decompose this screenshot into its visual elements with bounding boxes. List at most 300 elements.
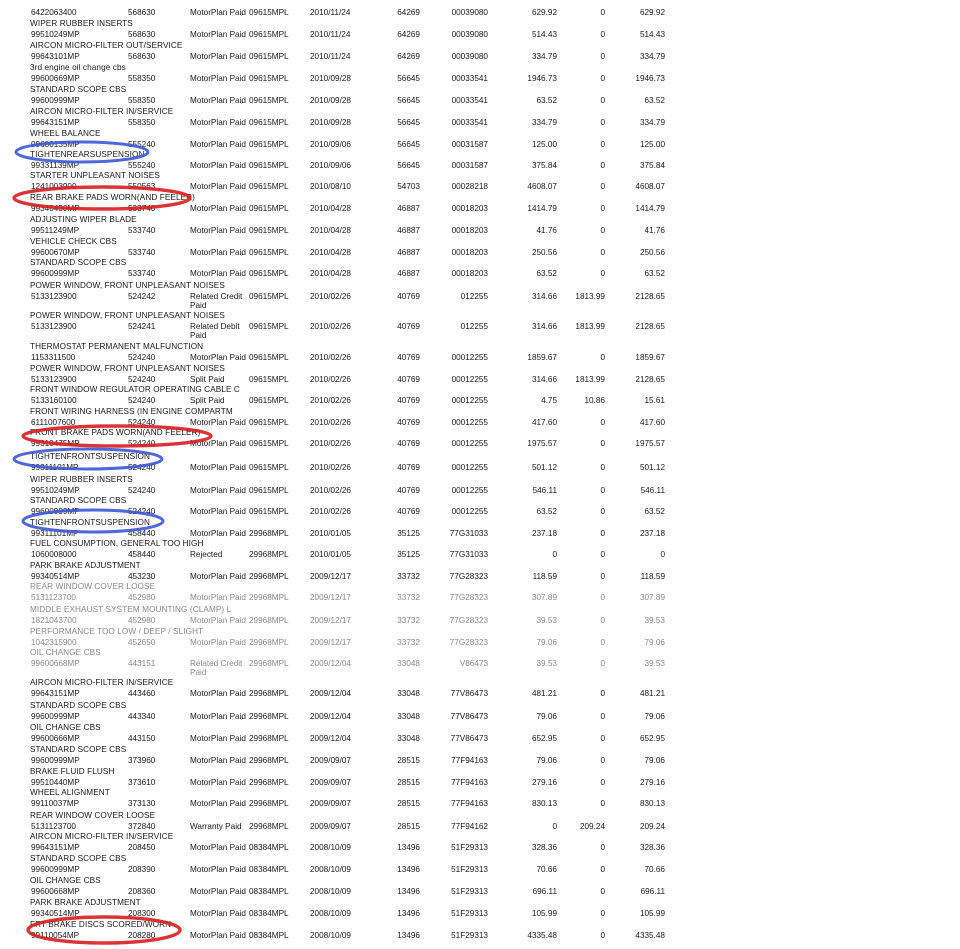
invoice-number: 00012255 (451, 439, 488, 448)
job-number: 524240 (128, 463, 156, 472)
claim-date: 2009/09/07 (310, 778, 351, 787)
claim-date: 2010/01/05 (310, 550, 351, 559)
claim-date: 2010/04/28 (310, 226, 351, 235)
parts-amount: 0 (600, 909, 605, 918)
total-amount: 39.53 (644, 659, 665, 668)
plan-code: 09615MPL (249, 118, 289, 127)
part-number: 99510440MP (31, 778, 80, 787)
job-number: 443150 (128, 734, 156, 743)
item-description: FRONT WIRING HARNESS (IN ENGINE COMPARTM (30, 407, 233, 416)
claim-date: 2010/02/26 (310, 396, 351, 405)
plan-code: 08384MPL (249, 843, 289, 852)
item-description: PERFORMANCE TOO LOW / DEEP / SLIGHT (30, 627, 204, 636)
item-description: AIRCON MICRO-FILTER IN/SERVICE (30, 678, 174, 687)
labour-amount: 314.66 (531, 375, 557, 384)
plan-code: 09615MPL (249, 140, 289, 149)
parts-amount: 0 (600, 353, 605, 362)
labour-amount: 41.76 (536, 226, 557, 235)
total-amount: 79.06 (644, 756, 665, 765)
job-number: 558350 (128, 118, 156, 127)
plan-code: 09615MPL (249, 322, 289, 331)
job-number: 524240 (128, 396, 156, 405)
labour-amount: 0 (552, 822, 557, 831)
claim-status: MotorPlan Paid (190, 486, 246, 495)
labour-amount: 1975.57 (527, 439, 557, 448)
total-amount: 63.52 (644, 507, 665, 516)
part-number: 6422063400 (31, 8, 77, 17)
claim-status: MotorPlan Paid (190, 778, 246, 787)
invoice-number: 00033541 (451, 74, 488, 83)
plan-code: 09615MPL (249, 353, 289, 362)
item-description: FRONT BRAKE PADS WORN(AND FEELER) (30, 428, 201, 437)
job-number: 568630 (128, 52, 156, 61)
claim-date: 2008/10/09 (310, 909, 351, 918)
parts-amount: 0 (600, 734, 605, 743)
job-number: 550563 (128, 182, 156, 191)
claim-status: MotorPlan Paid (190, 140, 246, 149)
labour-amount: 830.13 (531, 799, 557, 808)
labour-amount: 501.12 (531, 463, 557, 472)
item-description: POWER WINDOW, FRONT UNPLEASANT NOISES (30, 311, 225, 320)
plan-code: 09615MPL (249, 507, 289, 516)
part-number: 99511249MP (31, 226, 80, 235)
odometer-km: 28515 (397, 778, 420, 787)
invoice-number: 51F29313 (451, 909, 488, 918)
labour-amount: 250.56 (531, 248, 557, 257)
invoice-number: V86473 (459, 659, 488, 668)
item-description: TIGHTENFRONTSUSPENSION (30, 452, 151, 461)
plan-code: 09615MPL (249, 486, 289, 495)
claim-status: MotorPlan Paid (190, 74, 246, 83)
part-number: 99643151MP (31, 118, 80, 127)
invoice-number: 00033541 (451, 96, 488, 105)
claim-date: 2008/10/09 (310, 887, 351, 896)
labour-amount: 514.43 (531, 30, 557, 39)
claim-date: 2010/09/28 (310, 96, 351, 105)
parts-amount: 0 (600, 269, 605, 278)
invoice-number: 00012255 (451, 375, 488, 384)
total-amount: 546.11 (640, 486, 665, 495)
claim-status: MotorPlan Paid (190, 616, 246, 625)
claim-status: MotorPlan Paid (190, 712, 246, 721)
invoice-number: 00018203 (451, 226, 488, 235)
invoice-number: 00012255 (451, 507, 488, 516)
item-description: STANDARD SCOPE CBS (30, 496, 127, 505)
total-amount: 0 (660, 550, 665, 559)
invoice-number: 77F94163 (451, 799, 488, 808)
labour-amount: 39.53 (536, 616, 557, 625)
claim-date: 2010/09/28 (310, 118, 351, 127)
total-amount: 2128.65 (635, 292, 665, 301)
item-description: PARK BRAKE ADJUSTMENT (30, 561, 141, 570)
odometer-km: 40769 (397, 353, 420, 362)
claim-status: Split Paid (190, 396, 225, 405)
odometer-km: 46887 (397, 204, 420, 213)
parts-amount: 0 (600, 638, 605, 647)
claim-date: 2009/09/07 (310, 822, 351, 831)
parts-amount: 0 (600, 865, 605, 874)
claim-status: MotorPlan Paid (190, 593, 246, 602)
parts-amount: 0 (600, 161, 605, 170)
labour-amount: 4335.48 (527, 931, 557, 940)
claim-status-cont: Paid (190, 331, 207, 340)
plan-code: 08384MPL (249, 931, 289, 940)
total-amount: 830.13 (639, 799, 665, 808)
job-number: 568630 (128, 30, 156, 39)
labour-amount: 79.06 (536, 756, 557, 765)
claim-status: MotorPlan Paid (190, 887, 246, 896)
labour-amount: 237.18 (531, 529, 557, 538)
part-number: 99600666MP (31, 734, 80, 743)
parts-amount: 0 (600, 140, 605, 149)
claim-status: MotorPlan Paid (190, 689, 246, 698)
claim-date: 2009/12/04 (310, 734, 351, 743)
claim-status-cont: Paid (190, 668, 207, 677)
item-description: POWER WINDOW, FRONT UNPLEASANT NOISES (30, 364, 225, 373)
claim-date: 2010/01/05 (310, 529, 351, 538)
job-number: 555240 (128, 140, 156, 149)
plan-code: 08384MPL (249, 909, 289, 918)
total-amount: 417.60 (639, 418, 665, 427)
parts-amount: 0 (600, 572, 605, 581)
invoice-number: 77F94162 (451, 822, 488, 831)
parts-amount: 0 (600, 712, 605, 721)
odometer-km: 28515 (397, 756, 420, 765)
invoice-number: 51F29313 (451, 931, 488, 940)
plan-code: 08384MPL (249, 865, 289, 874)
invoice-number: 00018203 (451, 248, 488, 257)
claim-date: 2010/09/06 (310, 161, 351, 170)
labour-amount: 334.79 (531, 118, 557, 127)
parts-amount: 0 (600, 118, 605, 127)
odometer-km: 13496 (397, 931, 420, 940)
job-number: 372840 (128, 822, 156, 831)
odometer-km: 56645 (397, 74, 420, 83)
plan-code: 29968MPL (249, 659, 289, 668)
labour-amount: 314.66 (531, 292, 557, 301)
parts-amount: 0 (600, 616, 605, 625)
invoice-number: 00012255 (451, 353, 488, 362)
claim-date: 2010/08/10 (310, 182, 351, 191)
plan-code: 29968MPL (249, 778, 289, 787)
total-amount: 1975.57 (635, 439, 665, 448)
claim-date: 2010/02/26 (310, 507, 351, 516)
plan-code: 09615MPL (249, 96, 289, 105)
claim-status: MotorPlan Paid (190, 734, 246, 743)
total-amount: 2128.65 (635, 322, 665, 331)
plan-code: 09615MPL (249, 52, 289, 61)
job-number: 373130 (128, 799, 156, 808)
item-description: WIPER RUBBER INSERTS (30, 475, 133, 484)
plan-code: 09615MPL (249, 30, 289, 39)
odometer-km: 13496 (397, 865, 420, 874)
item-description: FRT BRAKE DISCS SCORED/WORN (30, 920, 172, 929)
labour-amount: 118.59 (532, 572, 557, 581)
labour-amount: 79.06 (536, 712, 557, 721)
labour-amount: 417.60 (531, 418, 557, 427)
claim-date: 2008/10/09 (310, 865, 351, 874)
plan-code: 09615MPL (249, 226, 289, 235)
invoice-number: 51F29313 (451, 865, 488, 874)
claim-status: MotorPlan Paid (190, 226, 246, 235)
parts-amount: 1813.99 (575, 375, 605, 384)
claim-date: 2009/12/04 (310, 689, 351, 698)
odometer-km: 13496 (397, 843, 420, 852)
job-number: 443460 (128, 689, 156, 698)
odometer-km: 40769 (397, 375, 420, 384)
odometer-km: 40769 (397, 486, 420, 495)
claim-status: Warranty Paid (190, 822, 242, 831)
total-amount: 514.43 (639, 30, 665, 39)
total-amount: 375.84 (639, 161, 665, 170)
invoice-number: 51F29313 (451, 843, 488, 852)
odometer-km: 40769 (397, 507, 420, 516)
claim-date: 2010/04/28 (310, 204, 351, 213)
parts-amount: 0 (600, 550, 605, 559)
claim-status: Related Credit (190, 292, 243, 301)
job-number: 452980 (128, 593, 156, 602)
odometer-km: 35125 (397, 550, 420, 559)
claim-date: 2010/02/26 (310, 486, 351, 495)
odometer-km: 13496 (397, 909, 420, 918)
claim-date: 2010/04/28 (310, 269, 351, 278)
claim-status: Rejected (190, 550, 223, 559)
part-number: 99600668MP (31, 659, 80, 668)
odometer-km: 33732 (397, 593, 420, 602)
job-number: 533740 (128, 269, 156, 278)
job-number: 555240 (128, 161, 156, 170)
claim-status: MotorPlan Paid (190, 843, 246, 852)
labour-amount: 629.92 (531, 8, 557, 17)
plan-code: 09615MPL (249, 161, 289, 170)
plan-code: 09615MPL (249, 463, 289, 472)
plan-code: 09615MPL (249, 269, 289, 278)
odometer-km: 56645 (397, 96, 420, 105)
labour-amount: 63.52 (536, 269, 557, 278)
claim-date: 2010/02/26 (310, 322, 351, 331)
job-number: 208280 (128, 931, 156, 940)
plan-code: 08384MPL (249, 887, 289, 896)
invoice-number: 00028218 (451, 182, 488, 191)
odometer-km: 33732 (397, 616, 420, 625)
labour-amount: 63.52 (536, 507, 557, 516)
odometer-km: 13496 (397, 887, 420, 896)
item-description: REAR BRAKE PADS WORN(AND FEELER) (30, 193, 196, 202)
odometer-km: 46887 (397, 248, 420, 257)
claim-date: 2008/10/09 (310, 931, 351, 940)
total-amount: 307.89 (639, 593, 665, 602)
total-amount: 39.53 (644, 616, 665, 625)
labour-amount: 105.99 (531, 909, 557, 918)
total-amount: 125.00 (639, 140, 665, 149)
part-number: 99340514MP (31, 909, 80, 918)
plan-code: 09615MPL (249, 396, 289, 405)
invoice-number: 00018203 (451, 269, 488, 278)
invoice-number: 77G28323 (449, 638, 488, 647)
claim-date: 2010/02/26 (310, 463, 351, 472)
item-description: MIDDLE EXHAUST SYSTEM MOUNTING (CLAMP) L (30, 605, 232, 614)
invoice-number: 00033541 (451, 118, 488, 127)
odometer-km: 40769 (397, 322, 420, 331)
part-number: 6111007600 (31, 418, 76, 427)
part-number: 99310475MP (31, 439, 80, 448)
odometer-km: 54703 (397, 182, 420, 191)
plan-code: 29968MPL (249, 712, 289, 721)
parts-amount: 0 (600, 529, 605, 538)
job-number: 524240 (128, 353, 156, 362)
parts-amount: 0 (600, 756, 605, 765)
plan-code: 29968MPL (249, 689, 289, 698)
total-amount: 79.06 (644, 638, 665, 647)
odometer-km: 33732 (397, 572, 420, 581)
parts-amount: 0 (600, 418, 605, 427)
job-number: 533740 (128, 248, 156, 257)
part-number: 99340430MP (31, 204, 80, 213)
plan-code: 29968MPL (249, 550, 289, 559)
job-number: 443340 (128, 712, 156, 721)
parts-amount: 0 (600, 931, 605, 940)
part-number: 99643101MP (31, 52, 80, 61)
job-number: 533740 (128, 226, 156, 235)
parts-amount: 0 (600, 30, 605, 39)
parts-amount: 0 (600, 182, 605, 191)
labour-amount: 70.66 (536, 865, 557, 874)
part-number: 99510249MP (31, 30, 80, 39)
part-number: 99600669MP (31, 74, 80, 83)
total-amount: 79.06 (644, 712, 665, 721)
item-description: TIGHTENFRONTSUSPENSION (30, 518, 151, 527)
part-number: 1821043700 (31, 616, 77, 625)
claim-status: Related Credit (190, 659, 243, 668)
claim-date: 2010/02/26 (310, 353, 351, 362)
part-number: 99331139MP (31, 161, 80, 170)
total-amount: 118.59 (640, 572, 665, 581)
claim-status: MotorPlan Paid (190, 756, 246, 765)
item-description: STANDARD SCOPE CBS (30, 854, 127, 863)
plan-code: 29968MPL (249, 822, 289, 831)
labour-amount: 375.84 (531, 161, 557, 170)
parts-amount: 0 (600, 843, 605, 852)
labour-amount: 0 (552, 550, 557, 559)
invoice-number: 77V86473 (450, 712, 488, 721)
item-description: REAR WINDOW COVER LOOSE (30, 811, 156, 820)
claim-date: 2009/12/04 (310, 712, 351, 721)
claim-status: MotorPlan Paid (190, 118, 246, 127)
odometer-km: 28515 (397, 822, 420, 831)
total-amount: 41.76 (644, 226, 665, 235)
plan-code: 09615MPL (249, 248, 289, 257)
plan-code: 29968MPL (249, 572, 289, 581)
plan-code: 29968MPL (249, 734, 289, 743)
labour-amount: 546.11 (532, 486, 557, 495)
parts-amount: 1813.99 (575, 292, 605, 301)
item-description: OIL CHANGE CBS (30, 876, 101, 885)
claim-status: MotorPlan Paid (190, 353, 246, 362)
invoice-number: 00012255 (451, 418, 488, 427)
odometer-km: 56645 (397, 140, 420, 149)
claim-date: 2009/09/07 (310, 756, 351, 765)
total-amount: 696.11 (640, 887, 665, 896)
parts-amount: 0 (600, 486, 605, 495)
job-number: 524240 (128, 486, 156, 495)
part-number: 5133123900 (31, 292, 77, 301)
item-description: WHEEL BALANCE (30, 129, 101, 138)
total-amount: 652.95 (639, 734, 665, 743)
invoice-number: 77G31033 (449, 529, 488, 538)
item-description: OIL CHANGE CBS (30, 648, 101, 657)
odometer-km: 40769 (397, 418, 420, 427)
plan-code: 09615MPL (249, 8, 289, 17)
part-number: 99600999MP (31, 507, 80, 516)
odometer-km: 64269 (397, 30, 420, 39)
invoice-number: 00012255 (451, 463, 488, 472)
odometer-km: 40769 (397, 463, 420, 472)
part-number: 99600999MP (31, 756, 80, 765)
total-amount: 328.36 (639, 843, 665, 852)
total-amount: 2128.65 (635, 375, 665, 384)
claim-status: MotorPlan Paid (190, 161, 246, 170)
item-description: ADJUSTING WIPER BLADE (30, 215, 137, 224)
item-description: AIRCON MICRO-FILTER OUT/SERVICE (30, 41, 183, 50)
total-amount: 1946.73 (635, 74, 665, 83)
invoice-number: 00031587 (451, 161, 488, 170)
invoice-number: 00039080 (451, 30, 488, 39)
labour-amount: 481.21 (531, 689, 557, 698)
parts-amount: 0 (600, 778, 605, 787)
part-number: 99311101MP (31, 529, 79, 538)
plan-code: 09615MPL (249, 182, 289, 191)
parts-amount: 0 (600, 96, 605, 105)
invoice-number: 012255 (460, 322, 488, 331)
claim-date: 2010/09/28 (310, 74, 351, 83)
claim-date: 2010/02/26 (310, 418, 351, 427)
odometer-km: 46887 (397, 269, 420, 278)
total-amount: 334.79 (639, 118, 665, 127)
part-number: 99110054MP (31, 931, 80, 940)
part-number: 1241003900 (31, 182, 77, 191)
claim-status: MotorPlan Paid (190, 52, 246, 61)
job-number: 458440 (128, 550, 156, 559)
odometer-km: 33048 (397, 659, 420, 668)
invoice-number: 00018203 (451, 204, 488, 213)
parts-amount: 0 (600, 226, 605, 235)
claim-status: MotorPlan Paid (190, 572, 246, 581)
labour-amount: 328.36 (531, 843, 557, 852)
parts-amount: 0 (600, 689, 605, 698)
item-description: AIRCON MICRO-FILTER IN/SERVICE (30, 832, 174, 841)
total-amount: 4335.48 (635, 931, 665, 940)
job-number: 524240 (128, 507, 156, 516)
invoice-number: 00031587 (451, 140, 488, 149)
parts-amount: 0 (600, 204, 605, 213)
part-number: 5131123700 (31, 822, 76, 831)
odometer-km: 40769 (397, 439, 420, 448)
claim-status: MotorPlan Paid (190, 865, 246, 874)
part-number: 99643151MP (31, 689, 80, 698)
job-number: 568630 (128, 8, 156, 17)
part-number: 99600999MP (31, 865, 80, 874)
total-amount: 481.21 (639, 689, 665, 698)
invoice-number: 77V86473 (450, 734, 488, 743)
job-number: 453230 (128, 572, 156, 581)
total-amount: 1414.79 (635, 204, 665, 213)
parts-amount: 0 (600, 74, 605, 83)
claim-status: Related Debit (190, 322, 240, 331)
part-number: 99600999MP (31, 712, 80, 721)
item-description: STARTER UNPLEASANT NOISES (30, 171, 160, 180)
item-description: WHEEL ALIGNMENT (30, 788, 110, 797)
total-amount: 105.99 (639, 909, 665, 918)
